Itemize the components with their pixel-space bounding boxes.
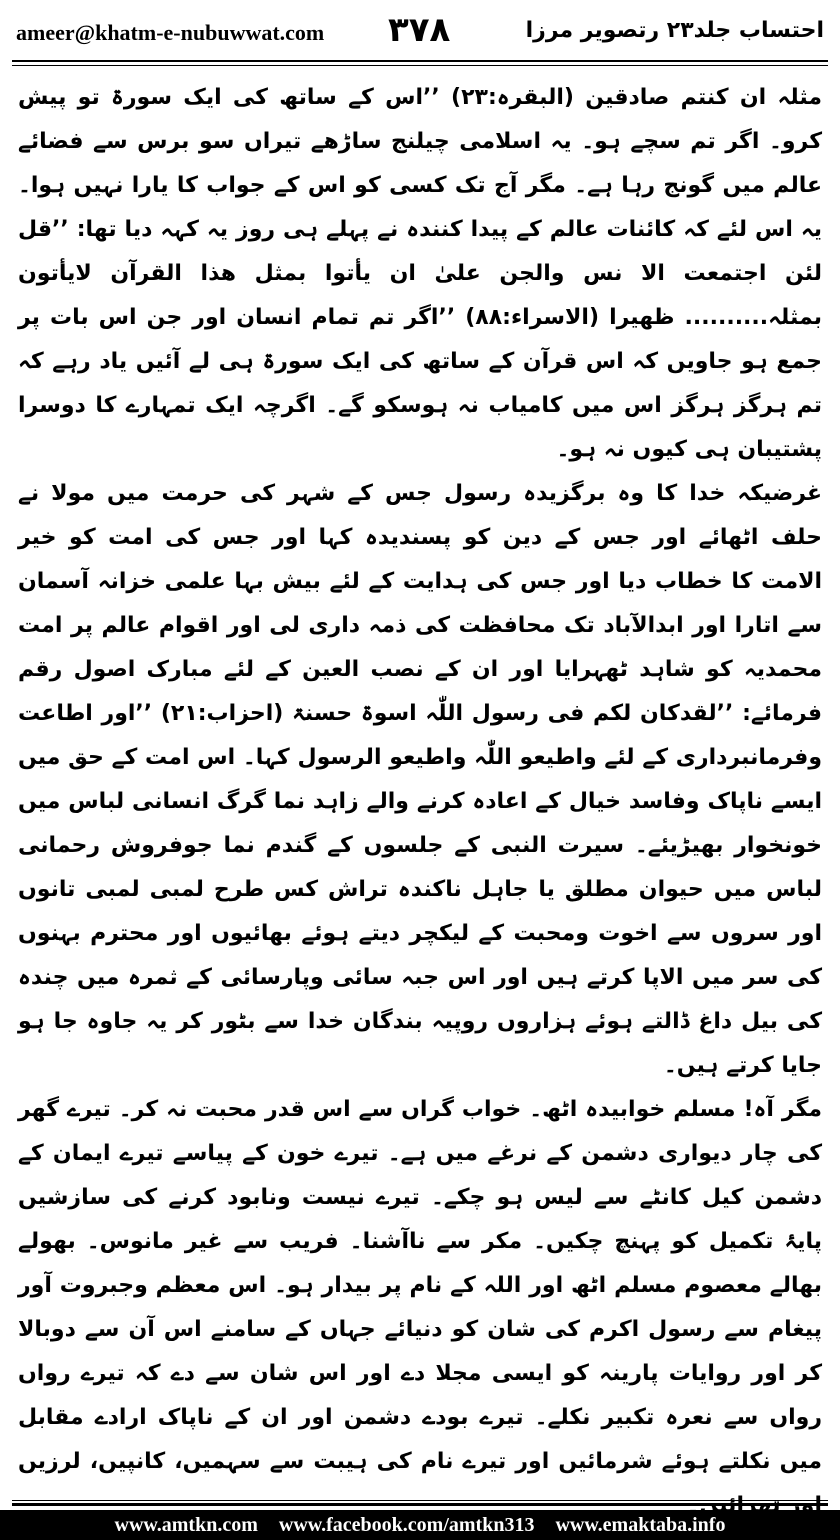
header-rule-thin [12, 65, 828, 66]
footer-link-amtkn[interactable]: www.amtkn.com [114, 1514, 258, 1536]
footer-link-emaktaba[interactable]: www.emaktaba.info [555, 1514, 726, 1536]
paragraph-2: غرضیکہ خدا کا وہ برگزیدہ رسول جس کے شہر کی حرمت میں مولا نے حلف اٹھائے اور جس کے دین کو پسندیدہ کہا اور جس کی امت کو خیر الامت کا خطاب دیا اور جس کی ہدایت کے لئے بیش بہا علمی خزانہ آسمان سے اتارا اور ابدالآباد تک محافظت کی ذمہ داری لی اور اقوام عالم پر امت محمدیہ کو شاہد ٹھہرایا اور ان کے نصب العین کے لئے مبارک اصول رقم فرمائے: ’’لقدکان لکم فی رسول اللّٰہ اسوۃ حسنۃ (احزاب:۲۱) ’’اور اطاعت وفرمانبرداری کے لئے واطیعو اللّٰہ واطیعو الرسول کہا۔ اس امت کے حق میں ایسے ناپاک وفاسد خیال کے اعادہ کرنے والے زاہد نما گرگ انسانی لباس میں خونخوار بھیڑیئے۔ سیرت النبی کے جلسوں کے گندم نما جوفروش رحمانی لباس میں حیوان مطلق یا جاہل ناکندہ تراش کس طرح لمبی لمبی تانوں اور سروں سے اخوت ومحبت کے لیکچر دیتے ہوئے بھائیوں اور محترم بہنوں کی سر میں الاپا کرتے ہیں اور اس جبہ سائی وپارسائی کے ثمرہ میں چندہ کی بیل داغ ڈالتے ہوئے ہزاروں روپیہ بندگان خدا سے بٹور کر یہ جاوہ جا ہو جایا کرتے ہیں۔ [18, 481, 822, 1078]
header-rule [12, 60, 828, 62]
footer-rule [12, 1503, 828, 1506]
page-number: ۳۷۸ [388, 10, 451, 50]
footer-bar [0, 1510, 840, 1540]
paragraph-3: مگر آہ! مسلم خوابیدہ اٹھ۔ خواب گراں سے اس قدر محبت نہ کر۔ تیرے گھر کی چار دیواری دشمن کے نرغے میں ہے۔ تیرے خون کے پیاسے تیرے ایمان کے دشمن کیل کانٹے سے لیس ہو چکے۔ تیرے نیست ونابود کرنے کی سازشیں پایۂ تکمیل کو پہنچ چکیں۔ مکر سے ناآشنا۔ فریب سے غیر مانوس۔ بھولے بھالے معصوم مسلم اٹھ اور اللہ کے نام پر بیدار ہو۔ اس معظم وجبروت آور پیغام سے رسول اکرم کی شان کو دنیائے جہاں کے سامنے اس آن سے دوبالا کر اور روایات پارینہ کو ایسی مجلا دے اور اس شان سے دے کہ تیرے رواں رواں سے نعرہ تکبیر نکلے۔ تیرے بودے دشمن اور ان کے ناپاک ارادے مقابل میں نکلتے ہوئے شرمائیں اور تیرے نام کی ہیبت سے سہمیں، کانپیں، لرزیں [18, 1097, 822, 1474]
footer-link-facebook[interactable]: www.facebook.com/amtkn313 [278, 1514, 535, 1536]
book-title: احتساب جلد۲۳ رتصویر مرزا [525, 18, 824, 43]
header-email: ameer@khatm-e-nubuwwat.com [16, 20, 325, 45]
page-body [18, 76, 822, 1528]
footer-rule-thin [12, 1500, 828, 1501]
page-header [16, 8, 824, 58]
paragraph-1: مثلہ ان کنتم صادقین (البقرہ:۲۳) ’’اس کے ساتھ کی ایک سورۃ تو پیش کرو۔ اگر تم سچے ہو۔ یہ اسلامی چیلنج ساڑھے تیراں سو برس سے فضائے عالم میں گونج رہا ہے۔ مگر آج تک کسی کو اس کے جواب کا یارا نہیں ہوا۔ یہ اس لئے کہ کائنات عالم کے پیدا کنندہ نے پہلے ہی روز یہ کہہ دیا تھا: ’’قل لئن اجتمعت الا نس والجن علیٰ ان یأتوا بمثل ھذا القرآن لایأتون بمثلہ.......... ظھیرا (الاسراء:۸۸) ’’اگر تم تمام انسان اور جن اس بات پر جمع ہو جاویں کہ اس قرآن کے ساتھ کی ایک سورۃ ہی لے آئیں یاد رہے کہ تم ہرگز ہرگز اس میں کامیاب نہ ہوسکو گے۔ اگرچہ ایک تمہارے کا دوسرا پشتیبان ہی کیوں نہ ہو۔ [18, 85, 822, 462]
